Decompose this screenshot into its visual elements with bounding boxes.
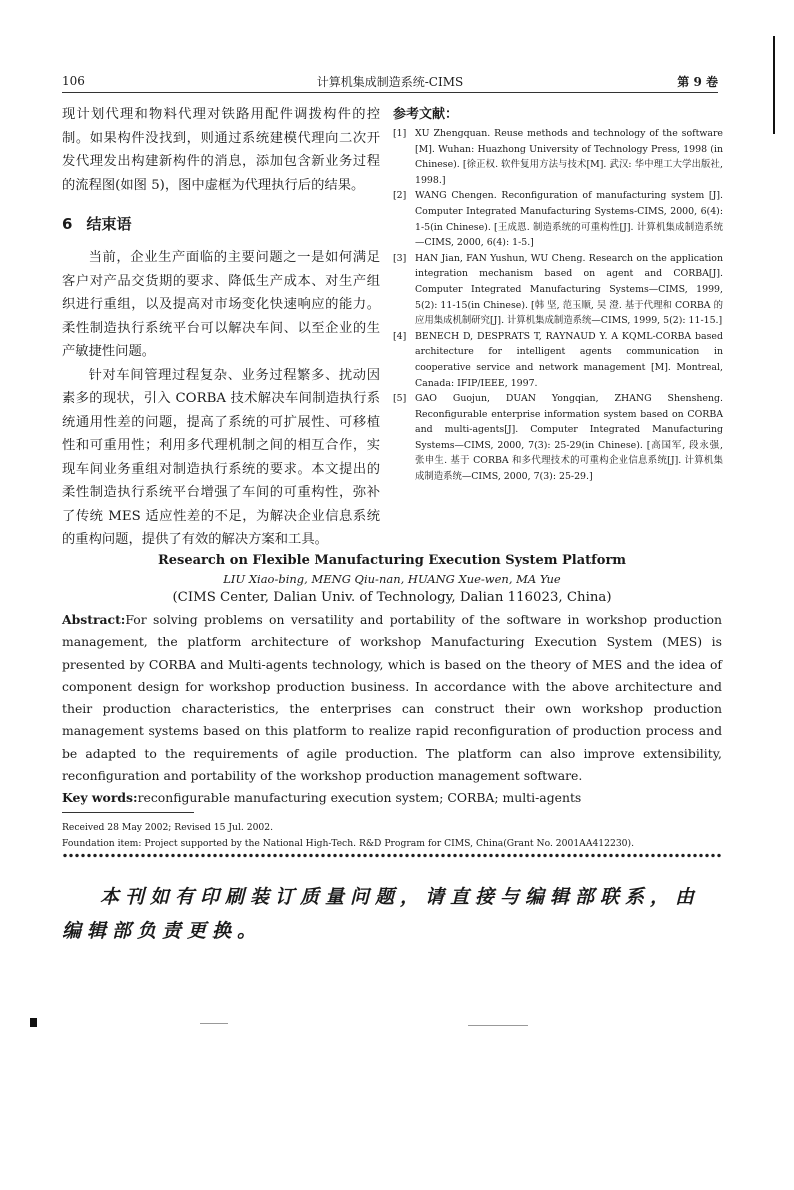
reference-item (393, 251, 723, 329)
english-title: Research on Flexible Manufacturing Execution System Platform (157, 553, 627, 568)
section-heading (62, 213, 380, 234)
keywords (62, 787, 722, 809)
conclusion-paragraph-2: 针对车间管理过程复杂、业务过程繁多、扰动因素多的现状，引入 CORBA 技术解决车间制造执行系统通用性差的问题，提高了系统的可扩展性、可移植性和可重用性；利用多代理机制之间的相互合作，实现车间业务重组对制造执行系统的要求。本文提出的柔性制造执行系统平台增强了车间的可重构性，弥补了传统 MES 适应性差的不足，为解决企业信息系统的重构问题，提供了有效的解决方案和工具。 (62, 367, 380, 547)
reference-item (393, 188, 723, 250)
footnote-rule (62, 812, 194, 813)
english-authors: LIU Xiao-bing, MENG Qiu-nan, HUANG Xue-wen, MA Yue (223, 572, 561, 586)
scan-artifact (200, 1023, 228, 1024)
reference-number: [1] (393, 128, 407, 139)
references-heading: 参考文献： (393, 107, 459, 122)
registration-mark (30, 1018, 37, 1027)
abstract-label: Abstract: (62, 612, 126, 627)
running-header (62, 70, 718, 93)
references-column (393, 103, 723, 485)
reference-number: [4] (393, 330, 407, 342)
english-abstract-block (62, 553, 722, 809)
reference-text: BENECH D, DESPRATS T, RAYNAUD Y. A KQML-CORBA based architecture for intelligent agents communication in cooperative service and network management [M]. Montreal, Canada: IFIP/IEEE, 1997. (415, 330, 723, 389)
abstract (62, 609, 722, 787)
section-number: 6 (62, 215, 73, 233)
english-affiliation: (CIMS Center, Dalian Univ. of Technology, Dalian 116023, China) (172, 590, 612, 605)
section-title: 结束语 (86, 215, 132, 233)
abstract-text: For solving problems on versatility and portability of the software in workshop production management, the platform architecture of workshop Manufacturing Execution System (MES) is presented by CORBA and Multi-agents technology, which is based on the theory of MES and the idea of component design for workshop production business. In accordance with the above architecture and their production characteristics, the enterprises can construct their own workshop production management systems based on this platform to realize rapid reconfiguration of production process and be adapted to the requirements of agile production. The platform can also improve extensibility, reconfiguration and portability of the workshop production management software. (62, 612, 722, 784)
intro-paragraph: 现计划代理和物料代理对铁路用配件调拨构件的控制。如果构件没找到，则通过系统建模代理向二次开发代理发出构建新构件的消息，添加包含新业务过程的流程图(如图 5)，图中虚框为代理执行后的结果。 (62, 107, 380, 193)
journal-name: 计算机集成制造系统-CIMS (316, 75, 464, 89)
reference-item (393, 126, 723, 188)
reference-text: XU Zhengquan. Reuse methods and technology of the software [M]. Wuhan: Huazhong University of Technology Press, 1998 (in Chinese). [徐正权. 软件复用方法与技术[M]. 武汉: 华中理工大学出版社, 1998.] (415, 128, 723, 186)
decorative-border (62, 852, 722, 859)
page-edge-bar (773, 36, 775, 134)
page-number: 106 (62, 74, 85, 88)
quality-notice: 本刊如有印刷装订质量问题，请直接与编辑部联系，由编辑部负责更换。 (62, 886, 701, 942)
reference-item (393, 329, 723, 391)
reference-number: [3] (393, 252, 407, 264)
footnotes (62, 820, 722, 852)
received-note: Received 28 May 2002; Revised 15 Jul. 2002. (62, 822, 274, 833)
foundation-note: Foundation item: Project supported by the National High-Tech. R&D Program for CIMS, China(Grant No. 2001AA412230). (62, 838, 635, 849)
left-column (62, 103, 380, 552)
scan-artifact (468, 1025, 528, 1026)
volume-label: 第 9 卷 (677, 75, 718, 89)
reference-number: [2] (393, 190, 407, 202)
reference-item (393, 391, 723, 485)
reference-text: HAN Jian, FAN Yushun, WU Cheng. Research on the application integration mechanism based on agent and CORBA[J]. Computer Integrated Manufacturing Systems—CIMS, 1999, 5(2): 11-15(in Chinese). [韩 坚, 范玉顺, 吴 澄. 基于代理和 CORBA 的应用集成机制研究[J]. 计算机集成制造系统—CIMS, 1999, 5(2): 11-15.] (415, 252, 723, 327)
reference-number: [5] (393, 393, 407, 405)
reference-text: WANG Chengen. Reconfiguration of manufacturing system [J]. Computer Integrated Manufacturing Systems-CIMS, 2000, 6(4): 1-5(in Chinese). [王成恩. 制造系统的可重构性[J]. 计算机集成制造系统—CIMS, 2000, 6(4): 1-5.] (415, 190, 723, 249)
keywords-label: Key words: (62, 790, 138, 806)
reference-text: GAO Guojun, DUAN Yongqian, ZHANG Shensheng. Reconfigurable enterprise information system based on CORBA and multi-agents[J]. Computer Integrated Manufacturing Systems—CIMS, 2000, 7(3): 25-29(in Chinese). [高国军, 段永强, 张申生. 基于 CORBA 和多代理技术的可重构企业信息系统[J]. 计算机集成制造系统—CIMS, 2000, 7(3): 25-29.] (415, 393, 723, 483)
conclusion-paragraph-1: 当前，企业生产面临的主要问题之一是如何满足客户对产品交货期的要求、降低生产成本、对生产组织进行重组，以及提高对市场变化快速响应的能力。柔性制造执行系统平台可以解决车间、以至企业的生产敏捷性问题。 (62, 250, 380, 359)
keywords-text: reconfigurable manufacturing execution system; CORBA; multi-agents (137, 790, 582, 806)
